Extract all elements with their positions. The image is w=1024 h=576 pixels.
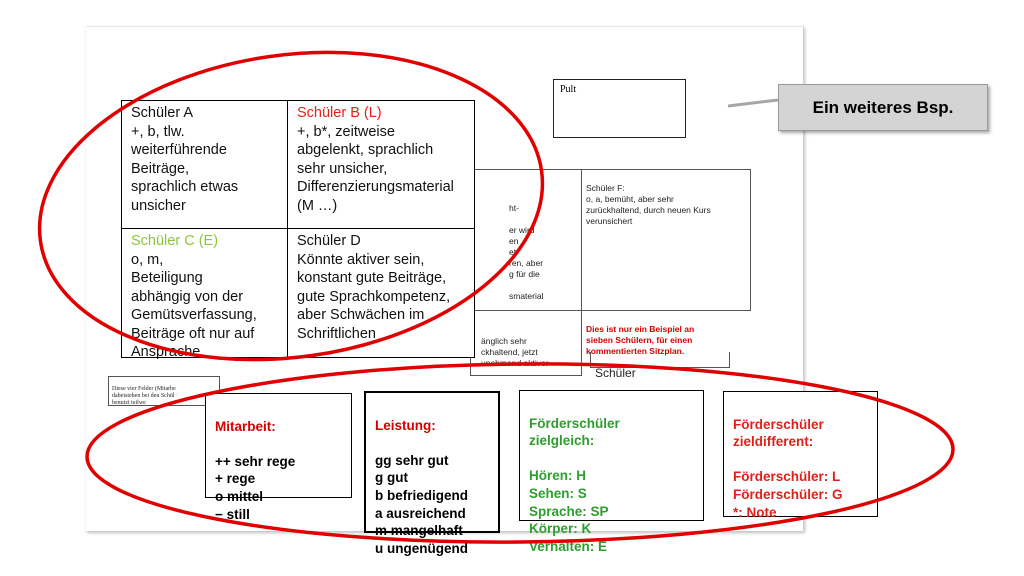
highlight-ellipse-legend [86, 360, 954, 546]
legend-leistung-body: gg sehr gut g gut b befriedigend a ausreichend m mangelhaft u ungenügend [375, 452, 469, 556]
seat-fragment-c-text: Schüler [595, 366, 636, 380]
student-b-text: +, b*, zeitweise abgelenkt, sprachlich sehr unsicher, Differenzierungsmaterial (M …) [297, 123, 454, 214]
teacher-desk-label: Pult [560, 84, 577, 95]
footnote-text: Diese vier Felder (Mitarbe dabeistehen bei den Schül benutzt teilwe [112, 386, 176, 406]
student-c-name: Schüler C (E) [131, 233, 219, 249]
seat-fragment-a-text: ht- er wird en et ren, aber g für die smaterial [509, 203, 544, 301]
seat-fragment-b-text: änglich sehr ckhaltend, jetzt unehmend aktiver [481, 336, 549, 368]
legend-zielgleich-body: Hören: H Sehen: S Sprache: SP Körper: K Verhalten: E [529, 468, 609, 554]
legend-zielgleich-title: Förderschüler zielgleich: [529, 415, 620, 449]
student-c-text: o, m, Beteiligung abhängig von der Gemütsverfassung, Beiträge oft nur auf Ansprache [131, 251, 257, 360]
legend-leistung-title: Leistung: [375, 417, 436, 433]
highlight-ellipse-grid [19, 21, 562, 390]
seat-student-f-text: Schüler F: o, a, bemüht, aber sehr zurückhaltend, durch neuen Kurs verunsichert [586, 183, 711, 226]
student-a-name: Schüler A [131, 105, 194, 121]
student-a-text: +, b, tlw. weiterführende Beiträge, sprachlich etwas unsicher [131, 123, 239, 214]
callout-text: Ein weiteres Bsp. [812, 97, 954, 117]
legend-zieldifferent-body: Förderschüler: L Förderschüler: G *: Note [733, 469, 843, 520]
student-d-name: Schüler D [297, 233, 361, 249]
example-note-text: Dies ist nur ein Beispiel an sieben Schülern, für einen kommentierten Sitzplan. [586, 324, 695, 356]
callout-pointer-line [728, 100, 778, 106]
legend-zieldifferent-title: Förderschüler zieldifferent: [733, 416, 824, 450]
legend-mitarbeit-body: ++ sehr rege + rege o mittel − still [215, 453, 296, 522]
student-d-text: Könnte aktiver sein, konstant gute Beiträge, gute Sprachkompetenz, aber Schwächen im Schriftlichen [297, 251, 451, 342]
legend-mitarbeit-title: Mitarbeit: [215, 418, 276, 434]
student-b-name: Schüler B (L) [297, 105, 382, 121]
